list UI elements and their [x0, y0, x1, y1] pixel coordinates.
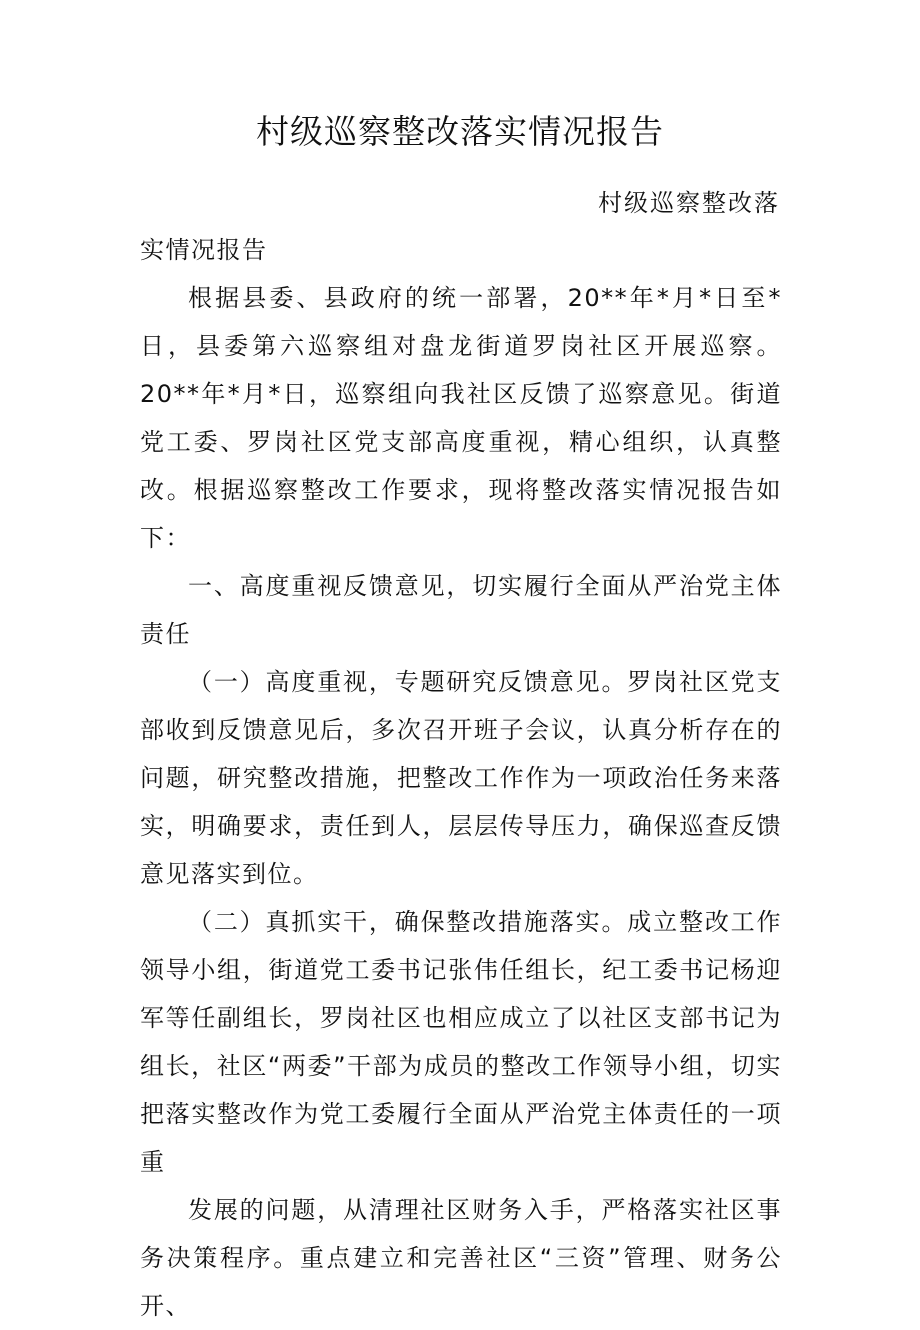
document-body [140, 226, 782, 1330]
paragraph-intro: 根据县委、县政府的统一部署，20**年*月*日至*日，县委第六巡察组对盘龙街道罗岗社区开展巡察。20**年*月*日，巡察组向我社区反馈了巡察意见。街道党工委、罗岗社区党支部高度重视，精心组织，认真整改。根据巡察整改工作要求，现将整改落实情况报告如下： [140, 284, 782, 552]
paragraph-section-1-1: （一）高度重视，专题研究反馈意见。罗岗社区党支部收到反馈意见后，多次召开班子会议，认真分析存在的问题，研究整改措施，把整改工作作为一项政治任务来落实，明确要求，责任到人，层层传导压力，确保巡查反馈意见落实到位。 [140, 668, 782, 888]
section-heading-1: 一、高度重视反馈意见，切实履行全面从严治党主体责任 [140, 572, 782, 648]
subtitle-line-1: 村级巡察整改落 [598, 189, 780, 217]
paragraph-continued: 发展的问题，从清理社区财务入手，严格落实社区事务决策程序。重点建立和完善社区“三资”管理、财务公开、 [140, 1196, 782, 1320]
document-title: 村级巡察整改落实情况报告 [256, 112, 664, 151]
paragraph-section-1-2: （二）真抓实干，确保整改措施落实。成立整改工作领导小组，街道党工委书记张伟任组长，纪工委书记杨迎军等任副组长，罗岗社区也相应成立了以社区支部书记为组长，社区“两委”干部为成员的整改工作领导小组，切实把落实整改作为党工委履行全面从严治党主体责任的一项重 [140, 908, 782, 1176]
subtitle-line-2: 实情况报告 [140, 236, 268, 264]
